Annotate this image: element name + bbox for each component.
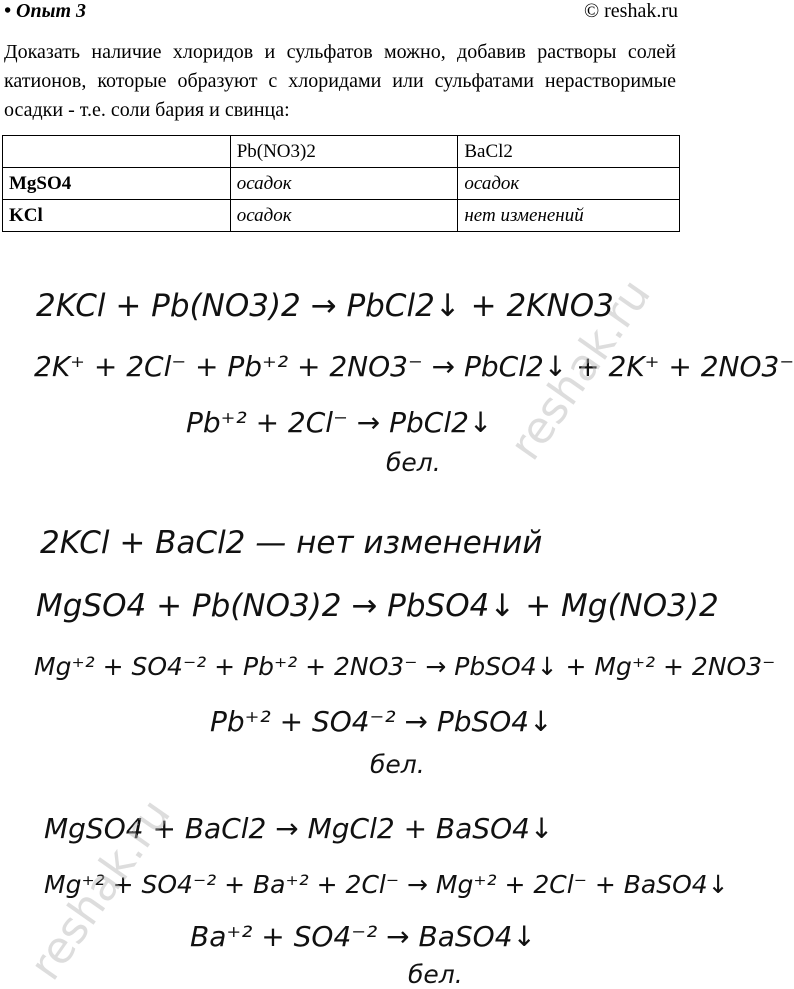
table-header-cell — [3, 136, 231, 168]
equation-line: 2K⁺ + 2Cl⁻ + Pb⁺² + 2NO3⁻ → PbCl2↓ + 2K⁺ + 2NO3⁻ — [34, 350, 794, 383]
table-cell: осадок — [230, 168, 458, 200]
page-header — [4, 0, 680, 28]
equation-line: 2KCl + BaCl2 — нет изменений — [40, 525, 543, 561]
table-row — [3, 168, 680, 200]
note-line: бел. — [370, 750, 425, 779]
table-header-cell: Pb(NO3)2 — [230, 136, 458, 168]
equation-line: 2KCl + Pb(NO3)2 → PbCl2↓ + 2KNO3 — [36, 288, 614, 324]
intro-paragraph: Доказать наличие хлоридов и сульфатов можно, добавив растворы солей катионов, которые образуют с хлоридами или сульфатами нерастворимые осадки - т.е. соли бария и свинца: — [4, 41, 676, 121]
experiment-title: • Опыт 3 — [4, 0, 87, 22]
equation-line: Ba⁺² + SO4⁻² → BaSO4↓ — [190, 920, 536, 953]
watermark: reshak.ru — [20, 790, 181, 989]
equation-line: Mg⁺² + SO4⁻² + Ba⁺² + 2Cl⁻ → Mg⁺² + 2Cl⁻ + BaSO4↓ — [44, 870, 729, 899]
table-row — [3, 200, 680, 232]
site-credit: © reshak.ru — [583, 0, 678, 22]
table-cell: нет изменений — [458, 200, 680, 232]
table-header-cell: BaCl2 — [458, 136, 680, 168]
equation-line: MgSO4 + BaCl2 → MgCl2 + BaSO4↓ — [44, 812, 554, 845]
equation-line: Mg⁺² + SO4⁻² + Pb⁺² + 2NO3⁻ → PbSO4↓ + Mg⁺² + 2NO3⁻ — [34, 652, 776, 681]
table-cell: осадок — [230, 200, 458, 232]
table-cell: осадок — [458, 168, 680, 200]
equation-line: Pb⁺² + 2Cl⁻ → PbCl2↓ — [186, 406, 493, 439]
equation-line: Pb⁺² + SO4⁻² → PbSO4↓ — [210, 705, 553, 738]
table-header-row — [3, 136, 680, 168]
equation-line: MgSO4 + Pb(NO3)2 → PbSO4↓ + Mg(NO3)2 — [36, 588, 719, 624]
note-line: бел. — [386, 448, 441, 477]
results-table — [2, 135, 680, 232]
watermark: reshak.ru — [500, 270, 661, 470]
row-name-cell: KCl — [3, 200, 231, 232]
note-line: бел. — [408, 960, 463, 989]
row-name-cell: MgSO4 — [3, 168, 231, 200]
